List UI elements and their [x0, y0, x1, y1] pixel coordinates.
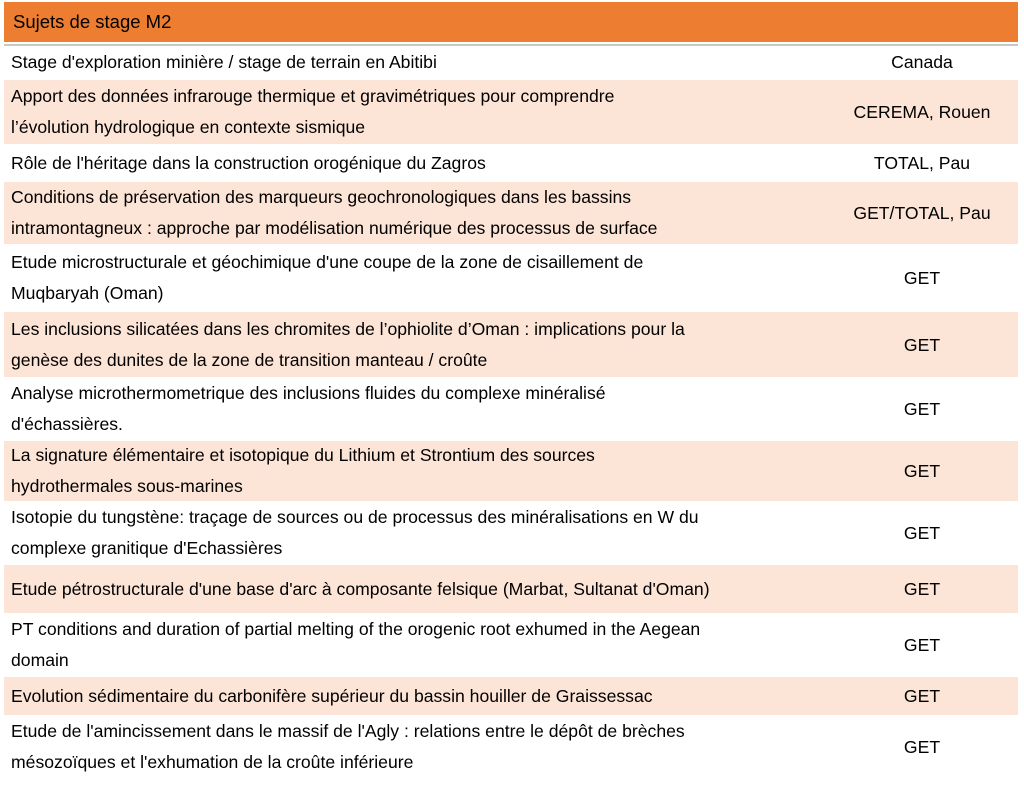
- location-cell: GET: [903, 268, 941, 288]
- subject-cell: Etude microstructurale et géochimique d'une coupe de la zone de cisaillement de Muqbaryah (Oman): [11, 252, 644, 303]
- location-cell: GET: [903, 461, 941, 481]
- table-row: [4, 246, 1018, 312]
- location-cell: GET: [903, 737, 941, 757]
- table-row: [4, 615, 1018, 677]
- table-row: [4, 312, 1018, 379]
- table-row: [4, 379, 1018, 441]
- subject-cell: La signature élémentaire et isotopique du Lithium et Strontium des sources hydrothermales sous-marines: [11, 445, 595, 496]
- location-cell: GET: [903, 635, 941, 655]
- subject-cell: Apport des données infrarouge thermique et gravimétriques pour comprendre l’évolution hydrologique en contexte sismique: [11, 86, 615, 137]
- subject-cell: Stage d'exploration minière / stage de terrain en Abitibi: [11, 51, 437, 72]
- table-row: [4, 717, 1018, 779]
- table-row: [4, 146, 1018, 182]
- subject-cell: Rôle de l'héritage dans la construction orogénique du Zagros: [11, 152, 486, 173]
- table-title: Sujets de stage M2: [13, 11, 172, 32]
- subject-cell: Les inclusions silicatées dans les chromites de l’ophiolite d’Oman : implications pour la genèse des dunites de la zone de transition manteau / croûte: [11, 318, 685, 370]
- table-row: [4, 46, 1018, 80]
- subject-cell: Etude de l'amincissement dans le massif de l'Agly : relations entre le dépôt de brèches mésozoïques et l'exhumation de la croûte inférieure: [11, 721, 685, 772]
- subject-cell: Isotopie du tungstène: traçage de sources ou de processus des minéralisations en W du complexe granitique d'Echassières: [11, 507, 699, 558]
- location-cell: TOTAL, Pau: [873, 153, 971, 173]
- table-row: [4, 503, 1018, 565]
- location-cell: GET: [903, 399, 941, 419]
- location-cell: GET: [903, 334, 941, 355]
- location-cell: Canada: [891, 52, 953, 72]
- subject-cell: PT conditions and duration of partial melting of the orogenic root exhumed in the Aegean domain: [11, 619, 701, 670]
- location-cell: GET: [903, 579, 941, 599]
- table-row: [4, 182, 1018, 246]
- table-header: [4, 2, 1018, 42]
- subject-cell: Etude pétrostructurale d'une base d'arc à composante felsique (Marbat, Sultanat d'Oman): [11, 578, 710, 599]
- subject-cell: Analyse microthermometrique des inclusions fluides du complexe minéralisé d'échassières.: [11, 383, 606, 434]
- location-cell: CEREMA, Rouen: [853, 102, 991, 122]
- location-cell: GET: [903, 523, 941, 543]
- table-row: [4, 80, 1018, 146]
- location-cell: GET/TOTAL, Pau: [853, 203, 991, 223]
- table-row: [4, 677, 1018, 717]
- table-row: [4, 565, 1018, 615]
- location-cell: GET: [903, 686, 941, 706]
- subject-cell: Evolution sédimentaire du carbonifère supérieur du bassin houiller de Graissessac: [11, 685, 653, 706]
- table-body: [4, 46, 1018, 779]
- subject-cell: Conditions de préservation des marqueurs geochronologiques dans les bassins intramontagneux : approche par modélisation numérique des processus de surface: [11, 187, 658, 238]
- table-row: [4, 441, 1018, 503]
